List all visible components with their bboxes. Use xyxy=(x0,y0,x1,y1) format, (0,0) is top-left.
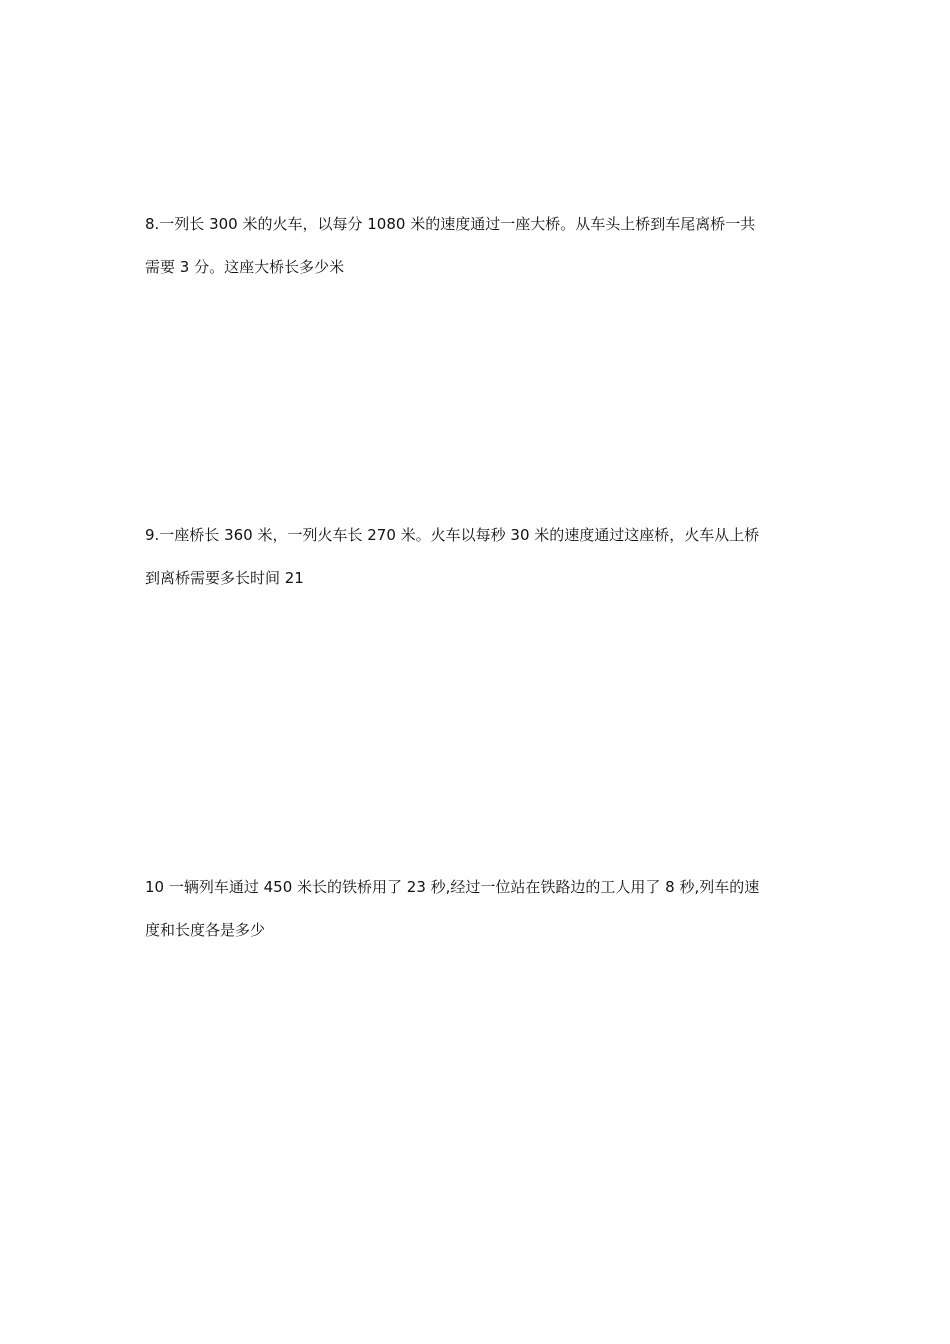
problem-8 xyxy=(145,214,815,277)
problem-8-line-2: 需要 3 分。这座大桥长多少米 xyxy=(145,258,345,276)
problem-8-line-1: 8.一列长 300 米的火车，以每分 1080 米的速度通过一座大桥。从车头上桥到车尾离桥一共 xyxy=(145,215,756,233)
problem-9 xyxy=(145,525,815,588)
problem-10-line-1: 10 一辆列车通过 450 米长的铁桥用了 23 秒,经过一位站在铁路边的工人用了 8 秒,列车的速 xyxy=(145,878,760,896)
problem-9-line-2: 到离桥需要多长时间 21 xyxy=(145,569,304,587)
problem-10 xyxy=(145,877,815,940)
problem-9-line-1: 9.一座桥长 360 米，一列火车长 270 米。火车以每秒 30 米的速度通过这座桥，火车从上桥 xyxy=(145,526,760,544)
problem-10-line-2: 度和长度各是多少 xyxy=(145,921,266,939)
